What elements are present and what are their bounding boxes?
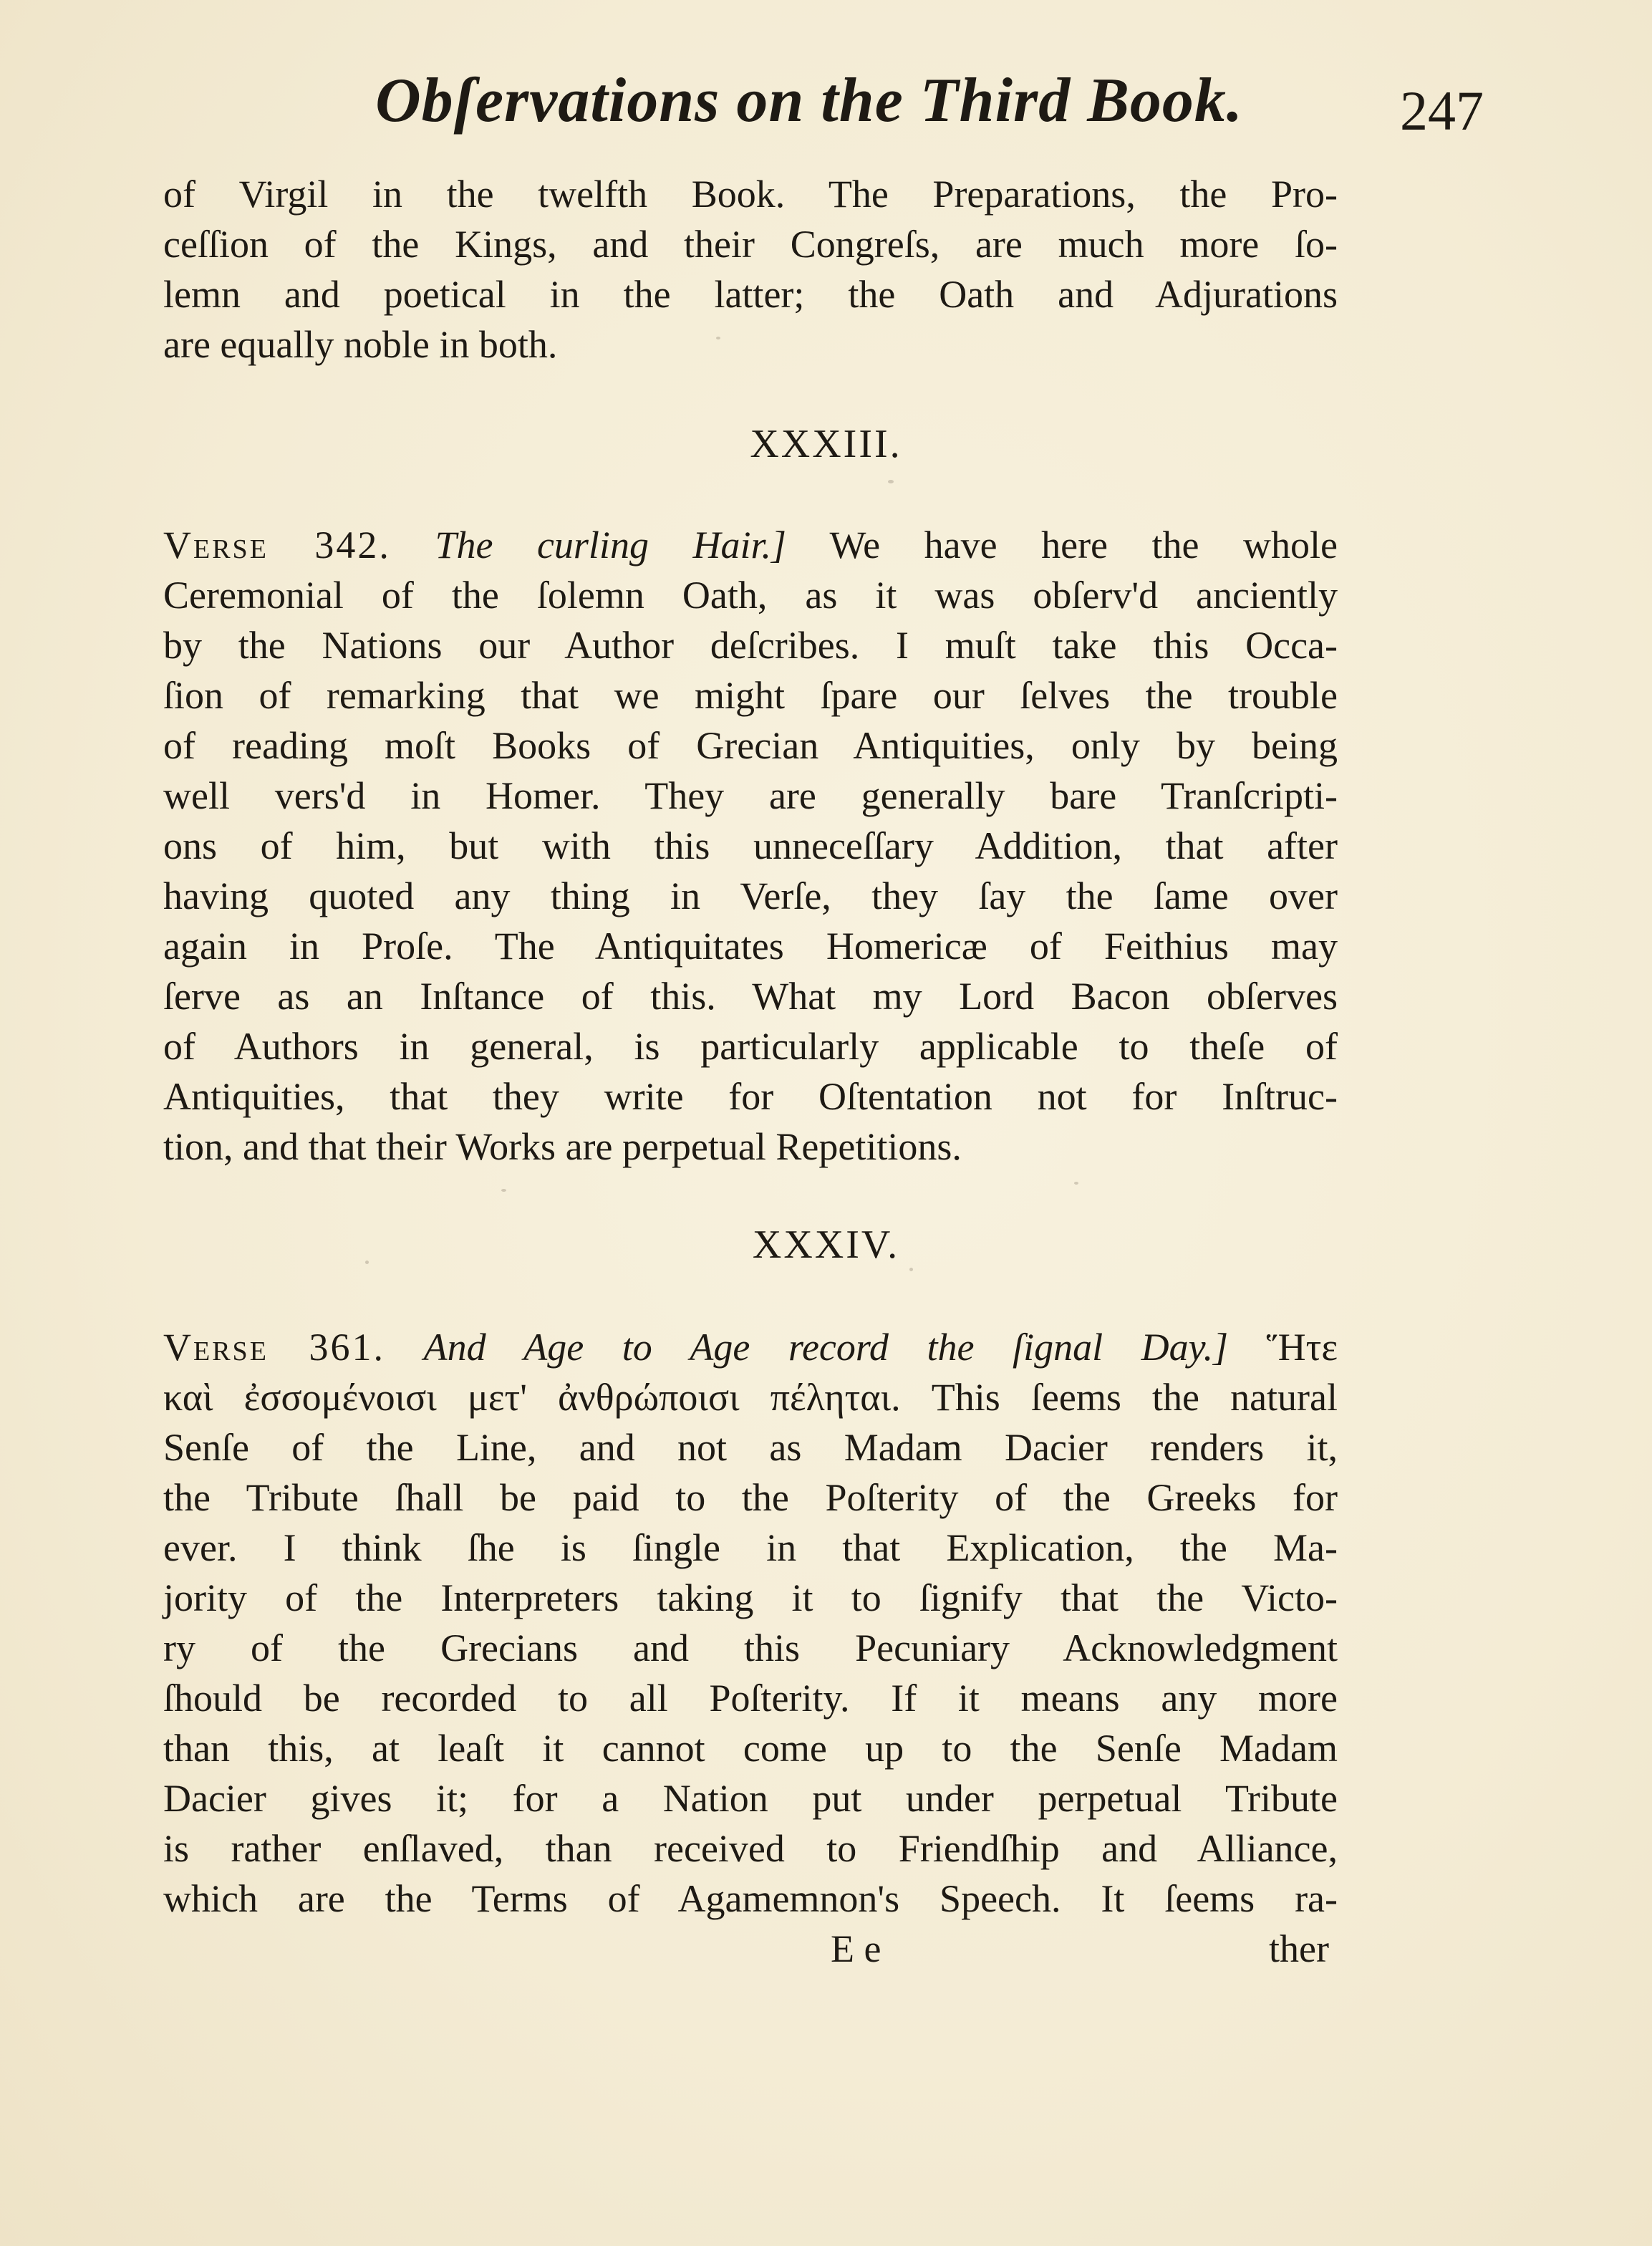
text-line: ever. I think ſhe is ſingle in that Explication, the Ma- [163, 1526, 1338, 1569]
section-heading-33: XXXIII. [750, 422, 902, 466]
text-line: Ceremonial of the ſolemn Oath, as it was obſerv'd anciently [163, 574, 1338, 617]
signature-mark: E e [831, 1927, 881, 1970]
paper-speck [365, 1261, 369, 1264]
text-line: jority of the Interpreters taking it to ſignify that the Victo- [163, 1576, 1338, 1619]
greek-quote: καὶ ἐσσομένοισι μετ' ἀνθρώποισι πέληται. [163, 1376, 901, 1419]
text-fragment: We have here the whole [786, 524, 1338, 567]
text-line [163, 1322, 1338, 1372]
paper-speck [501, 1189, 506, 1192]
paper-speck [1074, 1182, 1078, 1185]
text-line: are equally noble in both. [163, 323, 558, 366]
text-line: Senſe of the Line, and not as Madam Dacier renders it, [163, 1426, 1338, 1469]
text-line: by the Nations our Author deſcribes. I muſt take this Occa- [163, 624, 1338, 667]
text-line [163, 520, 1338, 570]
greek-quote-start: Ἥτε [1228, 1326, 1338, 1369]
page-number: 247 [1400, 79, 1484, 142]
text-line: ſion of remarking that we might ſpare our ſelves the trouble [163, 674, 1338, 717]
text-line: tion, and that their Works are perpetual Repetitions. [163, 1125, 962, 1168]
text-line: of Virgil in the twelfth Book. The Preparations, the Pro- [163, 173, 1338, 216]
text-line: well vers'd in Homer. They are generally bare Tranſcripti- [163, 774, 1338, 817]
text-line: ons of him, but with this unneceſſary Addition, that after [163, 824, 1338, 867]
text-line [163, 1372, 1338, 1422]
text-line: ſerve as an Inſtance of this. What my Lord Bacon obſerves [163, 975, 1338, 1018]
text-line: which are the Terms of Agamemnon's Speech. It ſeems ra- [163, 1877, 1338, 1920]
text-line: Antiquities, that they write for Oſtentation not for Inſtruc- [163, 1075, 1338, 1118]
text-line: ceſſion of the Kings, and their Congreſs, are much more ſo- [163, 223, 1338, 266]
text-line: of Authors in general, is particularly applicable to theſe of [163, 1025, 1338, 1068]
section-34-paragraph [163, 1322, 1338, 1924]
paper-speck [888, 480, 894, 483]
text-line: ſhould be recorded to all Poſterity. If it means any more [163, 1677, 1338, 1720]
paper-speck [716, 337, 720, 339]
lemma: The curling Hair.] [435, 524, 786, 567]
text-line: than this, at leaſt it cannot come up to the Senſe Madam [163, 1727, 1338, 1770]
text-fragment: This ſeems the natural [900, 1376, 1338, 1419]
text-line: is rather enſlaved, than received to Friendſhip and Alliance, [163, 1827, 1338, 1870]
running-head: Obſervations on the Third Book. [375, 66, 1243, 135]
continuation-paragraph [163, 169, 1338, 370]
section-33-paragraph [163, 520, 1338, 1172]
text-line: the Tribute ſhall be paid to the Poſterity of the Greeks for [163, 1476, 1338, 1519]
lemma: And Age to Age record the ſignal Day.] [423, 1326, 1229, 1369]
text-line: of reading moſt Books of Grecian Antiquities, only by being [163, 724, 1338, 767]
catchword: ther [1269, 1927, 1329, 1970]
verse-label: Verse 342. [163, 524, 391, 567]
text-line: again in Proſe. The Antiquitates Homericæ of Feithius may [163, 925, 1338, 968]
text-line: Dacier gives it; for a Nation put under perpetual Tribute [163, 1777, 1338, 1820]
paper-speck [909, 1268, 913, 1271]
text-line: ry of the Grecians and this Pecuniary Acknowledgment [163, 1626, 1338, 1669]
section-heading-34: XXXIV. [752, 1223, 900, 1267]
text-line: lemn and poetical in the latter; the Oath and Adjurations [163, 273, 1338, 316]
verse-label: Verse 361. [163, 1326, 385, 1369]
text-line: having quoted any thing in Verſe, they ſay the ſame over [163, 874, 1338, 917]
